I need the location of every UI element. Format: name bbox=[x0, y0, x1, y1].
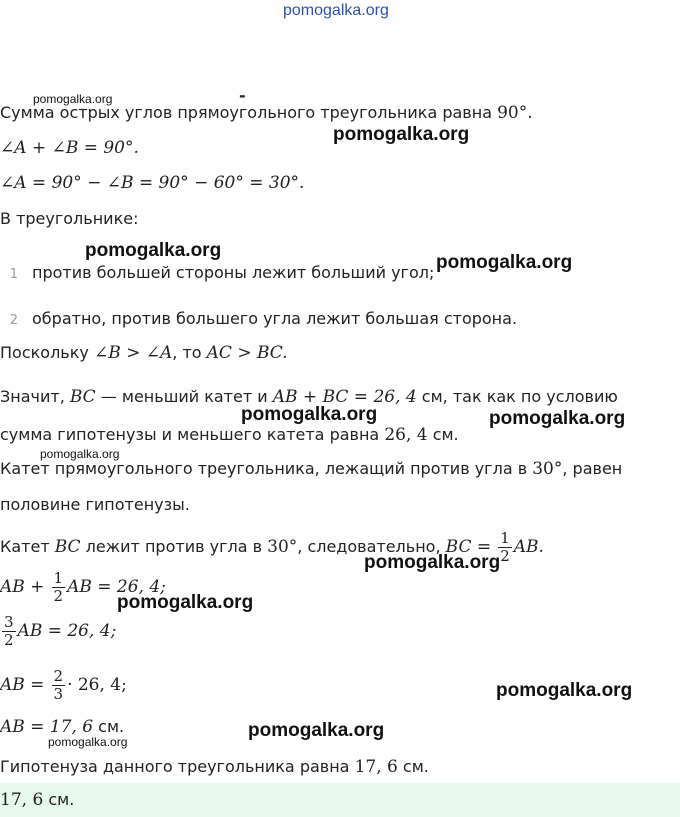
denominator: 2 bbox=[53, 587, 64, 605]
math: AB = 17, 6 bbox=[0, 717, 94, 737]
text: против большей стороны лежит больший угол; bbox=[32, 263, 435, 282]
answer-unit: см. bbox=[48, 790, 75, 809]
text: — меньший катет и bbox=[100, 387, 268, 406]
text: лежит против угла в bbox=[85, 537, 263, 556]
line-in-triangle bbox=[0, 208, 138, 230]
text: см, так как по условию bbox=[421, 387, 618, 406]
line-equation-6 bbox=[0, 716, 124, 738]
line-conclusion bbox=[0, 756, 429, 778]
text: Поскольку bbox=[0, 343, 89, 362]
watermark: pomogalka.org bbox=[489, 408, 626, 429]
line-half-hypotenuse bbox=[0, 494, 190, 516]
math: AB + BC = 26, 4 bbox=[272, 387, 417, 407]
text: В треугольнике: bbox=[0, 209, 139, 228]
line-equation-3 bbox=[0, 570, 166, 605]
math: 90°. bbox=[497, 103, 533, 123]
watermark: pomogalka.org bbox=[40, 447, 120, 461]
text: см. bbox=[402, 757, 429, 776]
watermark: pomogalka.org bbox=[33, 92, 113, 106]
fraction bbox=[2, 614, 16, 649]
math: 17, 6 bbox=[354, 757, 398, 777]
denominator: 2 bbox=[4, 631, 14, 649]
line-since bbox=[0, 342, 288, 364]
line-equation-5 bbox=[0, 668, 127, 703]
watermark: pomogalka.org bbox=[364, 552, 501, 573]
fraction bbox=[52, 570, 66, 605]
text: Катет прямоугольного треугольника, лежащий против угла в bbox=[0, 459, 528, 478]
watermark: pomogalka.org bbox=[436, 252, 573, 273]
math: AB = 26, 4; bbox=[17, 621, 117, 641]
fraction bbox=[498, 530, 512, 565]
math: 30° bbox=[532, 459, 563, 479]
denominator: 3 bbox=[53, 685, 64, 703]
stray-mark: - bbox=[239, 86, 246, 105]
watermark: pomogalka.org bbox=[241, 404, 378, 425]
math: BC = bbox=[445, 537, 492, 557]
text: см. bbox=[98, 717, 125, 736]
watermark: pomogalka.org bbox=[117, 592, 254, 613]
line-bc-opposite bbox=[0, 530, 544, 565]
text: Значит, bbox=[0, 387, 65, 406]
text: , равен bbox=[562, 459, 623, 478]
watermark: pomogalka.org bbox=[48, 735, 128, 749]
line-equation-2 bbox=[0, 172, 304, 194]
text: Катет bbox=[0, 537, 50, 556]
line-condition bbox=[0, 424, 459, 446]
answer-box bbox=[0, 783, 680, 817]
text: Сумма острых углов прямоугольного треугольника равна bbox=[0, 103, 492, 122]
list-item-2 bbox=[0, 308, 517, 332]
math: BC bbox=[69, 387, 96, 407]
text: , то bbox=[172, 343, 202, 362]
text: Гипотенуза данного треугольника равна bbox=[0, 757, 350, 776]
math: AB. bbox=[513, 537, 544, 557]
watermark: pomogalka.org bbox=[85, 240, 222, 261]
watermark: pomogalka.org bbox=[496, 680, 633, 701]
numerator: 1 bbox=[53, 569, 64, 587]
line-therefore bbox=[0, 386, 618, 408]
math: AC > BC. bbox=[206, 343, 288, 363]
line-equation-1 bbox=[0, 137, 139, 159]
numerator: 2 bbox=[53, 667, 64, 685]
answer-value: 17, 6 bbox=[0, 790, 44, 810]
watermark: pomogalka.org bbox=[333, 124, 470, 145]
line-equation-4 bbox=[0, 614, 116, 649]
list-number: 2 bbox=[9, 313, 18, 328]
list-number: 1 bbox=[9, 267, 18, 282]
watermark: pomogalka.org bbox=[248, 720, 385, 741]
math: AB = 26, 4; bbox=[67, 577, 166, 597]
line-theorem bbox=[0, 458, 622, 480]
list-item-1 bbox=[0, 262, 434, 286]
math: BC bbox=[54, 537, 81, 557]
math: ∠A = 90° − ∠B = 90° − 60° = 30°. bbox=[0, 173, 305, 193]
text: обратно, против большего угла лежит большая сторона. bbox=[32, 309, 518, 328]
math: ∠B > ∠A bbox=[93, 343, 173, 363]
math: · 26, 4; bbox=[67, 675, 127, 695]
numerator: 3 bbox=[4, 613, 14, 631]
math: AB + bbox=[0, 577, 45, 597]
text: половине гипотенузы. bbox=[0, 495, 190, 514]
math: 26, 4 bbox=[384, 425, 428, 445]
math: AB = bbox=[0, 675, 45, 695]
fraction bbox=[52, 668, 66, 703]
math: ∠A + ∠B = 90°. bbox=[0, 138, 139, 158]
denominator: 2 bbox=[500, 547, 510, 565]
text: сумма гипотенузы и меньшего катета равна bbox=[0, 425, 380, 444]
math: 30° bbox=[267, 537, 298, 557]
numerator: 1 bbox=[500, 529, 510, 547]
answer-line bbox=[0, 789, 74, 811]
line-angle-sum bbox=[0, 102, 533, 124]
watermark-top[interactable]: pomogalka.org bbox=[283, 2, 389, 19]
text: см. bbox=[432, 425, 459, 444]
text: , следовательно, bbox=[297, 537, 441, 556]
